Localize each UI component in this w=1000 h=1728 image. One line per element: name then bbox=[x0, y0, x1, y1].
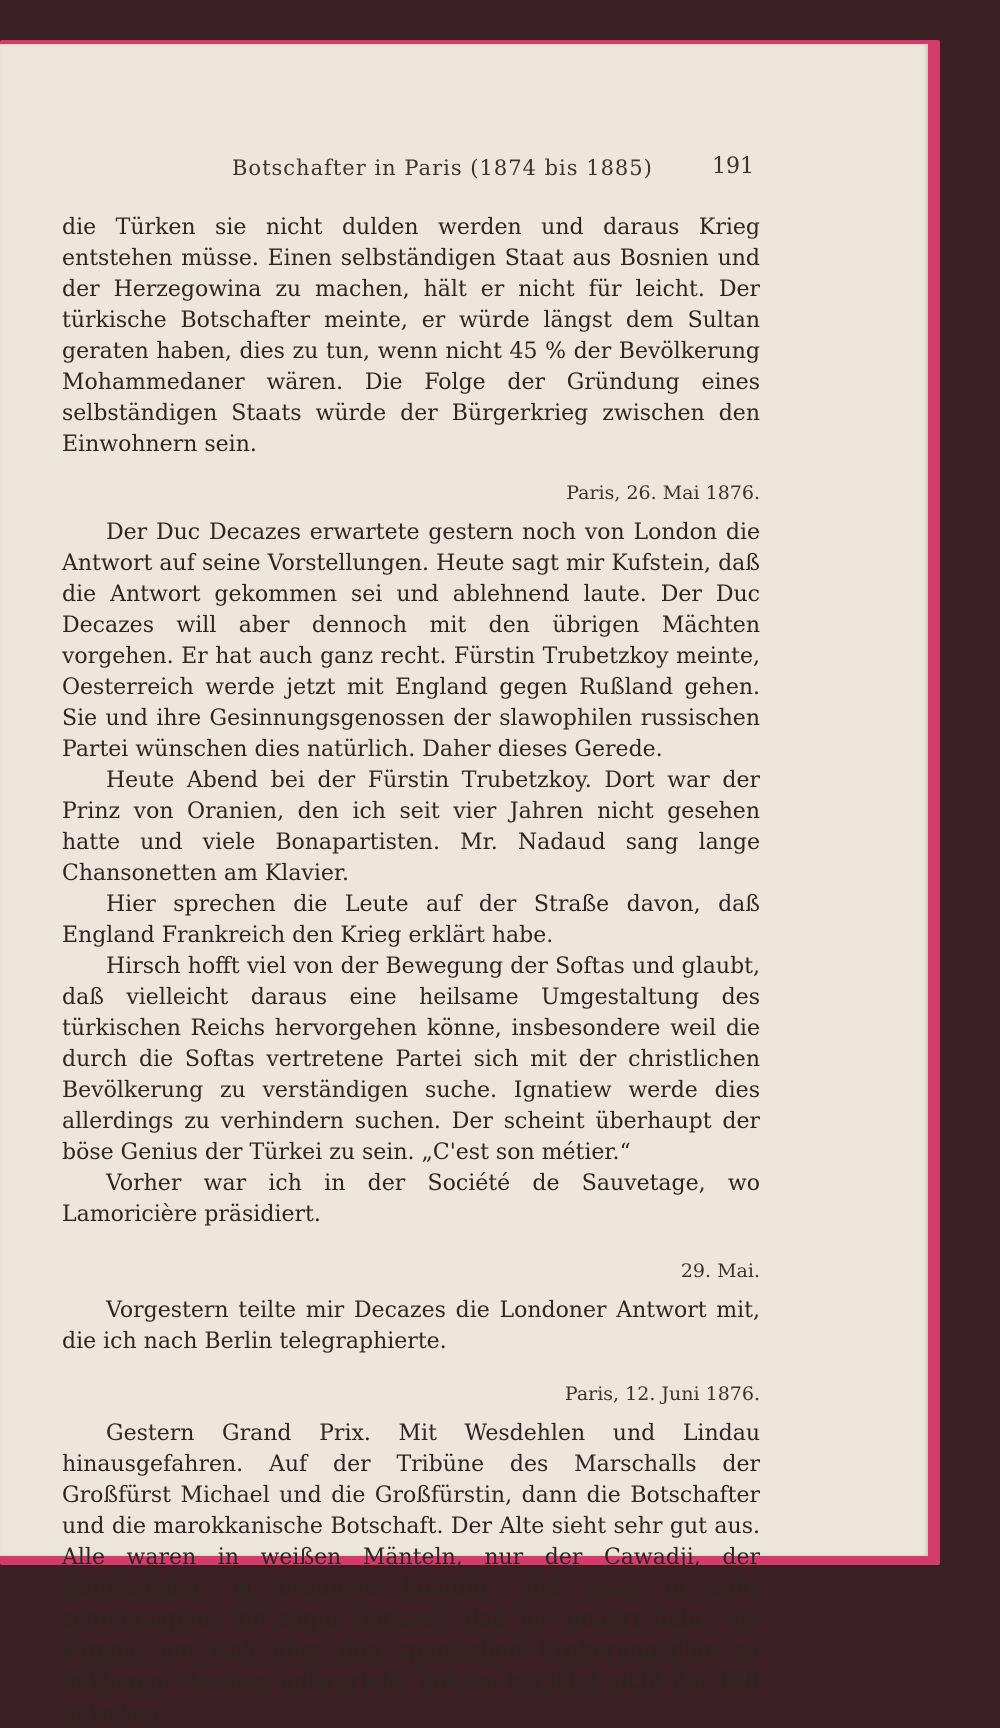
paragraph: die Türken sie nicht dulden werden und daraus Krieg entstehen müsse. Einen selbständigen Staat aus Bosnien und der Herzegowina zu machen, hält er nicht für leicht. Der türkische Botschafter meinte, er würde längst dem Sultan geraten haben, dies zu tun, wenn nicht 45 % der Bevölkerung Mohammedaner wären. Die Folge der Gründung eines selbständigen Staats würde der Bürgerkrieg zwischen den Einwohnern sein. bbox=[62, 215, 760, 457]
paragraph: Der Duc Decazes erwartete gestern noch von London die Antwort auf seine Vorstellungen. Heute sagt mir Kufstein, daß die Antwort gekommen sei und ablehnend laute. Der Duc Decazes will aber dennoch mit den übrigen Mächten vorgehen. Er hat auch ganz recht. Fürstin Trubetzkoy meinte, Oesterreich werde jetzt mit England gegen Rußland gehen. Sie und ihre Gesinnungsgenossen der slawophilen russischen Partei wünschen dies natürlich. Daher dieses Gerede. bbox=[62, 520, 760, 762]
paragraph: Hier sprechen die Leute auf der Straße davon, daß England Frankreich den Krieg erklärt habe. bbox=[62, 892, 760, 948]
page-body bbox=[62, 212, 760, 1728]
running-title: Botschafter in Paris (1874 bis 1885) bbox=[232, 156, 653, 180]
dateline: 29. Mai. bbox=[680, 1260, 760, 1282]
paragraph: Vorher war ich in der Société de Sauvetage, wo Lamoricière präsidiert. bbox=[62, 1171, 760, 1227]
dateline: Paris, 26. Mai 1876. bbox=[566, 482, 760, 504]
paragraph: Gestern Grand Prix. Mit Wesdehlen und Lindau hinausgefahren. Auf der Tribüne des Marschalls der Großfürst Michael und die Großfürstin, dann die Botschafter und die marokkanische Botschaft. Der Alte sieht sehr gut aus. Alle waren in weißen Mänteln, nur der Cawadji, der Kaffeesieder, in braunem Kostüm, und zwar in sehr schmutzigem. Ich sagte Decazes, daß ich gehört habe, sie kämen, um sich über den spanischen Eroberungsplan zu beklagen. Decazes antwortete, das sei bis jetzt nicht der Fall gewesen. bbox=[62, 1421, 760, 1725]
book-page bbox=[0, 44, 928, 1725]
paragraph: Vorgestern teilte mir Decazes die Londoner Antwort mit, die ich nach Berlin telegraphierte. bbox=[62, 1298, 760, 1354]
paragraph: Hirsch hofft viel von der Bewegung der Softas und glaubt, daß vielleicht daraus eine heilsame Umgestaltung des türkischen Reichs hervorgehen könne, insbesondere weil die durch die Softas vertretene Partei sich mit der christlichen Bevölkerung zu verständigen suche. Ignatiew werde dies allerdings zu verhindern suchen. Der scheint überhaupt der böse Genius der Türkei zu sein. „C'est son métier.“ bbox=[62, 954, 760, 1165]
running-head bbox=[0, 154, 928, 184]
paragraph: Heute Abend bei der Fürstin Trubetzkoy. Dort war der Prinz von Oranien, den ich seit vier Jahren nicht gesehen hatte und viele Bonapartisten. Mr. Nadaud sang lange Chansonetten am Klavier. bbox=[62, 768, 760, 886]
page-number: 191 bbox=[712, 154, 754, 179]
dateline: Paris, 12. Juni 1876. bbox=[564, 1383, 760, 1405]
